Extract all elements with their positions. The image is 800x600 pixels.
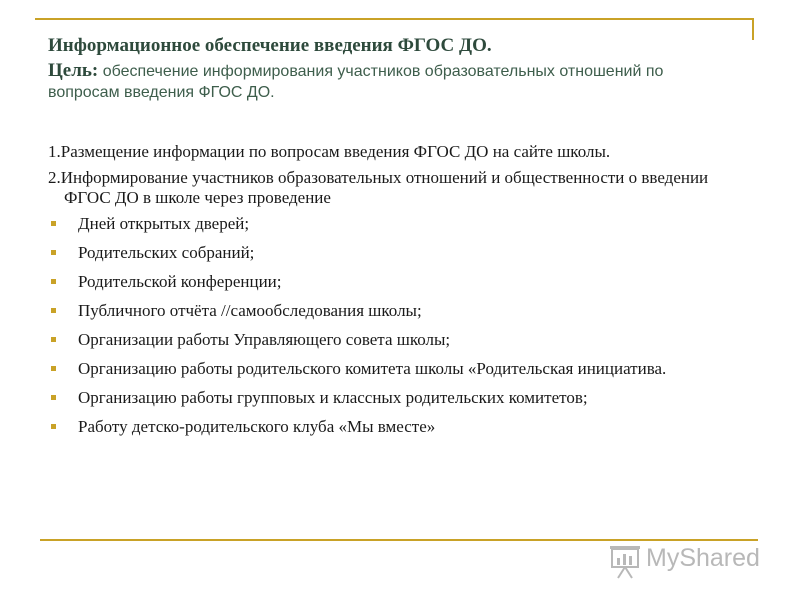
list-item-text: Дней открытых дверей; bbox=[78, 214, 250, 233]
bullet-square-icon bbox=[51, 424, 56, 429]
bullet-square-icon bbox=[51, 308, 56, 313]
presentation-board-icon bbox=[608, 544, 642, 585]
list-item bbox=[48, 214, 748, 234]
list-item-text: Родительской конференции; bbox=[78, 272, 282, 291]
list-item bbox=[48, 330, 748, 350]
list-item-text: Организацию работы групповых и классных родительских комитетов; bbox=[78, 388, 588, 407]
goal-text: обеспечение информирования участников образовательных отношений по вопросам введения ФГОС ДО. bbox=[48, 63, 664, 101]
watermark-text: MyShared bbox=[646, 544, 760, 572]
goal-line bbox=[48, 60, 728, 103]
paragraph-2: 2.Информирование участников образовательных отношений и общественности о введении ФГОС ДО в школе через проведение bbox=[48, 168, 709, 207]
list-item bbox=[48, 388, 748, 408]
bullet-square-icon bbox=[51, 221, 56, 226]
paragraph-1: 1.Размещение информации по вопросам введения ФГОС ДО на сайте школы. bbox=[48, 142, 611, 161]
list-item-text: Организации работы Управляющего совета школы; bbox=[78, 330, 451, 349]
list-item-text: Родительских собраний; bbox=[78, 243, 255, 262]
list-item-text: Работу детско-родительского клуба «Мы вместе» bbox=[78, 417, 436, 436]
top-divider-line bbox=[35, 18, 753, 20]
bullet-square-icon bbox=[51, 279, 56, 284]
title-block bbox=[48, 34, 728, 103]
list-item-text: Организацию работы родительского комитета школы «Родительская инициатива. bbox=[78, 359, 667, 378]
bullet-square-icon bbox=[51, 250, 56, 255]
list-item bbox=[48, 417, 748, 437]
bullet-square-icon bbox=[51, 337, 56, 342]
watermark-logo bbox=[606, 540, 776, 584]
list-item-text: Публичного отчёта //самообследования школы; bbox=[78, 301, 422, 320]
list-item bbox=[48, 272, 748, 292]
list-item bbox=[48, 243, 748, 263]
list-item bbox=[48, 359, 748, 379]
list-item bbox=[48, 301, 748, 321]
goal-label: Цель: bbox=[48, 60, 99, 81]
bullet-square-icon bbox=[51, 366, 56, 371]
slide-body bbox=[48, 142, 748, 446]
bullet-square-icon bbox=[51, 395, 56, 400]
bullet-list bbox=[48, 214, 748, 437]
slide-title: Информационное обеспечение введения ФГОС ДО. bbox=[48, 35, 492, 56]
top-divider-corner bbox=[752, 18, 754, 40]
